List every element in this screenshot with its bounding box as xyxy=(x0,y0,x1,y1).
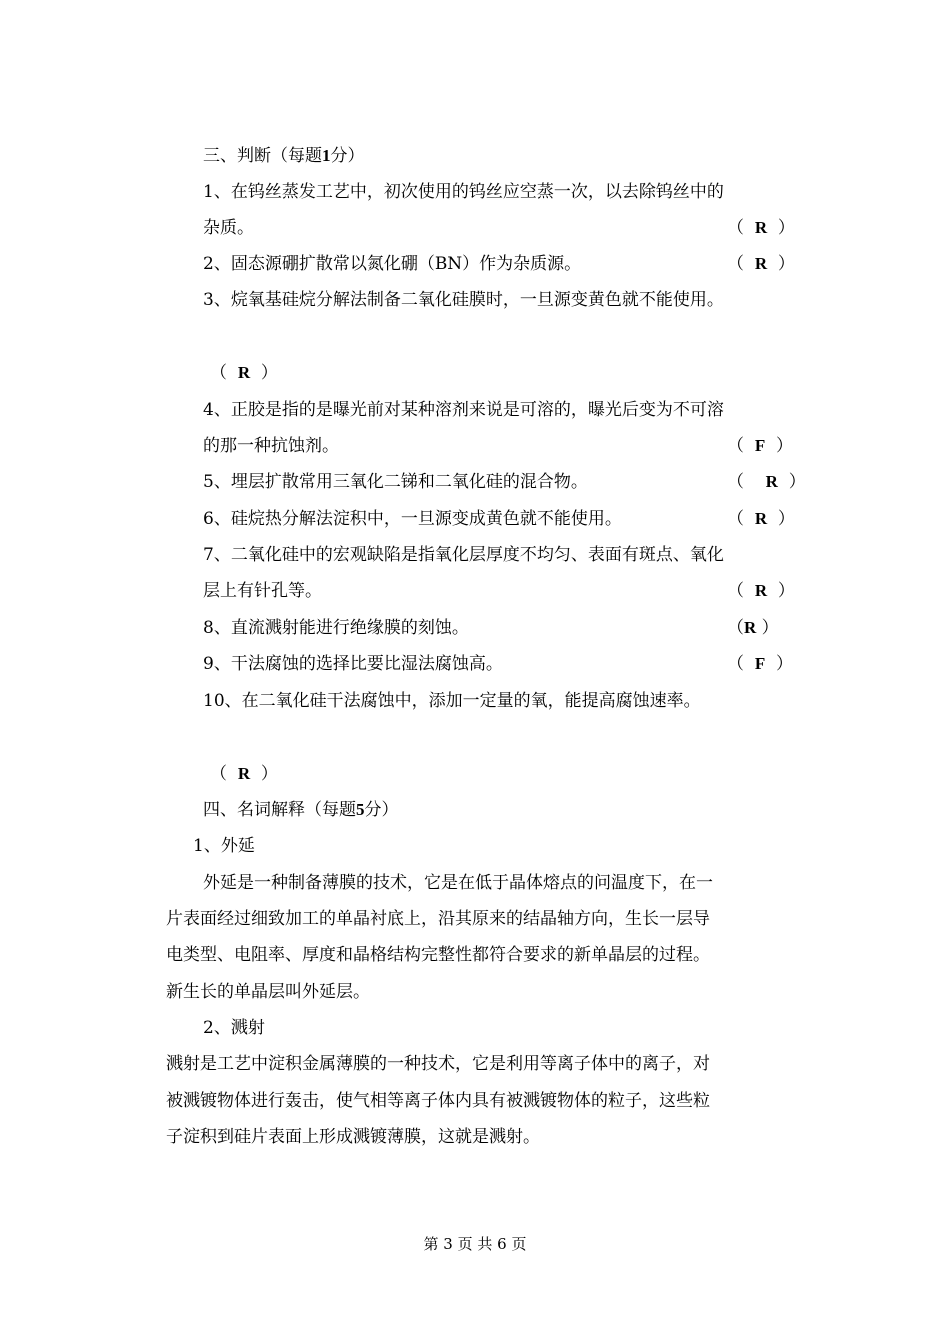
question-5-answer: （ R ） xyxy=(727,472,806,492)
section-4-points: 5 xyxy=(356,800,365,819)
question-7-line-1: 7、二氧化硅中的宏观缺陷是指氧化层厚度不均匀、表面有斑点、氧化 xyxy=(203,545,724,565)
question-3-answer: （ R ） xyxy=(210,363,278,383)
question-10: 10、在二氧化硅干法腐蚀中，添加一定量的氧，能提高腐蚀速率。 xyxy=(203,691,701,711)
question-10-answer: （ R ） xyxy=(210,764,278,784)
term-2-definition-line-1: 溅射是工艺中淀积金属薄膜的一种技术，它是利用等离子体中的离子，对 xyxy=(166,1054,710,1074)
question-9-answer: （ F ） xyxy=(727,654,794,674)
page-footer xyxy=(0,1234,950,1254)
question-9: 9、干法腐蚀的选择比要比湿法腐蚀高。 xyxy=(203,654,503,674)
question-4-line-1: 4、正胶是指的是曝光前对某种溶剂来说是可溶的，曝光后变为不可溶 xyxy=(203,400,724,420)
term-2-definition-line-2: 被溅镀物体进行轰击，使气相等离子体内具有被溅镀物体的粒子，这些粒 xyxy=(166,1091,710,1111)
term-1-definition-line-1: 外延是一种制备薄膜的技术，它是在低于晶体熔点的问温度下，在一 xyxy=(203,873,713,893)
term-1-definition-line-2: 片表面经过细致加工的单晶衬底上，沿其原来的结晶轴方向，生长一层导 xyxy=(166,909,710,929)
section-3-heading-label: 三、判断（每题 xyxy=(203,146,322,166)
current-page-number: 3 xyxy=(443,1235,453,1253)
question-8-answer-value: R xyxy=(744,618,757,637)
question-7-answer: （ R ） xyxy=(727,581,795,601)
question-2-answer: （ R ） xyxy=(727,254,795,274)
term-2-title: 2、溅射 xyxy=(203,1018,265,1038)
term-1-title: 1、外延 xyxy=(193,836,255,856)
section-4-heading xyxy=(203,799,399,821)
question-1-answer-value: R xyxy=(754,218,768,237)
footer-prefix: 第 xyxy=(423,1235,439,1253)
term-1-definition-line-3: 电类型、电阻率、厚度和晶格结构完整性都符合要求的新单晶层的过程。 xyxy=(166,945,710,965)
question-5: 5、埋层扩散常用三氧化二锑和二氧化硅的混合物。 xyxy=(203,472,588,492)
question-6: 6、硅烷热分解法淀积中，一旦源变成黄色就不能使用。 xyxy=(203,509,622,529)
section-3-points: 1 xyxy=(322,146,331,165)
question-7-answer-value: R xyxy=(754,581,768,600)
question-6-answer: （ R ） xyxy=(727,509,795,529)
section-4-heading-label: 四、名词解释（每题 xyxy=(203,800,356,820)
question-1-line-1: 1、在钨丝蒸发工艺中，初次使用的钨丝应空蒸一次，以去除钨丝中的 xyxy=(203,182,724,202)
section-3-heading-suffix: 分） xyxy=(330,146,365,166)
question-3: 3、烷氧基硅烷分解法制备二氧化硅膜时，一旦源变黄色就不能使用。 xyxy=(203,290,724,310)
question-8-answer: （R ） xyxy=(727,618,779,638)
section-3-heading xyxy=(203,145,365,167)
question-2: 2、固态源硼扩散常以氮化硼（BN）作为杂质源。 xyxy=(203,254,582,274)
question-4-answer-value: F xyxy=(754,436,766,455)
question-4-line-2: 的那一种抗蚀剂。 xyxy=(203,436,339,456)
question-2-answer-value: R xyxy=(754,254,768,273)
term-2-definition-line-3: 子淀积到硅片表面上形成溅镀薄膜，这就是溅射。 xyxy=(166,1127,540,1147)
question-9-answer-value: F xyxy=(754,654,766,673)
footer-suffix: 页 xyxy=(511,1235,527,1253)
question-8: 8、直流溅射能进行绝缘膜的刻蚀。 xyxy=(203,618,469,638)
term-1-definition-line-4: 新生长的单晶层叫外延层。 xyxy=(166,982,370,1002)
section-4-heading-suffix: 分） xyxy=(364,800,399,820)
question-5-answer-value: R xyxy=(765,472,778,491)
question-4-answer: （ F ） xyxy=(727,436,794,456)
question-1-line-2: 杂质。 xyxy=(203,218,254,238)
question-7-line-2: 层上有针孔等。 xyxy=(203,581,322,601)
total-page-count: 6 xyxy=(497,1235,507,1253)
footer-middle: 页 共 xyxy=(457,1235,493,1253)
question-10-answer-value: R xyxy=(237,764,251,783)
question-1-answer: （ R ） xyxy=(727,218,795,238)
question-6-answer-value: R xyxy=(754,509,768,528)
question-3-answer-value: R xyxy=(237,363,251,382)
